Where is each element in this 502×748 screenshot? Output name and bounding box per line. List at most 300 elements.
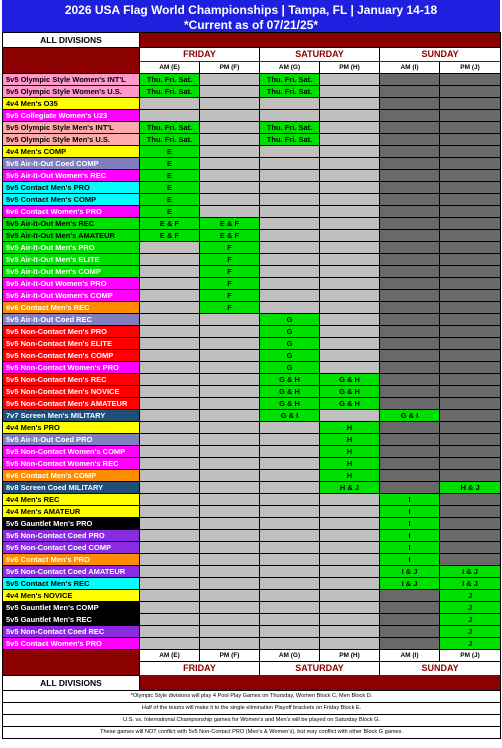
schedule-cell	[260, 614, 320, 626]
division-name: 5v5 Contact Men's PRO	[3, 182, 140, 194]
division-name: 6v6 Contact Men's REC	[3, 302, 140, 314]
schedule-cell	[380, 350, 440, 362]
schedule-cell	[380, 134, 440, 146]
schedule-cell	[440, 86, 501, 98]
schedule-cell: I & J	[380, 566, 440, 578]
schedule-cell	[380, 194, 440, 206]
all-divisions-label: ALL DIVISIONS	[3, 33, 140, 48]
table-row	[3, 302, 501, 314]
schedule-cell	[380, 374, 440, 386]
schedule-cell	[440, 206, 501, 218]
schedule-cell	[440, 182, 501, 194]
division-name: 5v5 Non-Contact Coed PRO	[3, 530, 140, 542]
schedule-cell	[140, 482, 200, 494]
table-row	[3, 506, 501, 518]
division-name: 4v4 Men's O35	[3, 98, 140, 110]
table-row	[3, 614, 501, 626]
schedule-cell	[320, 410, 380, 422]
schedule-cell	[200, 314, 260, 326]
division-name: 4v4 Men's COMP	[3, 146, 140, 158]
division-name: 5v5 Non-Contact Women's REC	[3, 458, 140, 470]
schedule-cell	[380, 122, 440, 134]
schedule-cell	[140, 530, 200, 542]
schedule-cell	[140, 302, 200, 314]
schedule-cell: G	[260, 326, 320, 338]
table-row	[3, 170, 501, 182]
schedule-cell	[140, 566, 200, 578]
schedule-cell	[380, 338, 440, 350]
schedule-cell	[200, 482, 260, 494]
schedule-cell	[140, 374, 200, 386]
schedule-cell	[320, 314, 380, 326]
schedule-cell: E & F	[140, 230, 200, 242]
schedule-cell	[320, 266, 380, 278]
schedule-cell	[200, 86, 260, 98]
division-name: 5v5 Non-Contact Women's PRO	[3, 362, 140, 374]
title-line-2: *Current as of 07/21/25*	[183, 18, 319, 32]
schedule-cell	[200, 434, 260, 446]
schedule-cell	[440, 350, 501, 362]
table-row	[3, 446, 501, 458]
division-name: 5v5 Air-It-Out Coed PRO	[3, 434, 140, 446]
schedule-cell	[440, 398, 501, 410]
schedule-cell	[380, 302, 440, 314]
schedule-cell	[380, 98, 440, 110]
schedule-cell	[380, 230, 440, 242]
schedule-cell	[380, 266, 440, 278]
division-name: 6v6 Contact Men's PRO	[3, 554, 140, 566]
schedule-cell	[200, 374, 260, 386]
schedule-cell	[380, 602, 440, 614]
table-row	[3, 314, 501, 326]
schedule-cell	[140, 602, 200, 614]
division-name: 5v5 Non-Contact Men's PRO	[3, 326, 140, 338]
header-bar	[140, 33, 501, 48]
schedule-cell	[200, 506, 260, 518]
schedule-cell	[260, 590, 320, 602]
slot-label: PM (F)	[200, 62, 260, 74]
division-name: 4v4 Men's REC	[3, 494, 140, 506]
schedule-cell: I	[380, 542, 440, 554]
schedule-cell: G & H	[320, 386, 380, 398]
schedule-cell: Thu. Fri. Sat.	[260, 86, 320, 98]
schedule-cell	[260, 542, 320, 554]
schedule-cell	[200, 626, 260, 638]
day-friday: FRIDAY	[140, 48, 260, 62]
schedule-cell: Thu. Fri. Sat.	[260, 74, 320, 86]
schedule-cell	[140, 542, 200, 554]
schedule-cell	[200, 206, 260, 218]
schedule-cell	[440, 446, 501, 458]
schedule-cell	[320, 230, 380, 242]
schedule-cell	[320, 530, 380, 542]
schedule-cell	[380, 590, 440, 602]
footnote: Half of the teams will make it to the single elimination Playoff brackets on Friday Block E.	[3, 703, 501, 715]
division-rows	[3, 74, 501, 650]
table-row	[3, 278, 501, 290]
schedule-cell	[380, 362, 440, 374]
table-row	[3, 182, 501, 194]
schedule-cell	[320, 194, 380, 206]
division-name: 4v4 Men's NOVICE	[3, 590, 140, 602]
schedule-cell: E	[140, 170, 200, 182]
schedule-cell	[200, 158, 260, 170]
table-row	[3, 254, 501, 266]
schedule-cell: I & J	[440, 566, 501, 578]
table-row	[3, 86, 501, 98]
schedule-cell	[440, 338, 501, 350]
schedule-cell	[200, 326, 260, 338]
schedule-cell	[260, 170, 320, 182]
table-row	[3, 494, 501, 506]
schedule-cell: I	[380, 554, 440, 566]
schedule-cell	[200, 614, 260, 626]
schedule-cell: I	[380, 506, 440, 518]
schedule-cell	[440, 410, 501, 422]
table-row	[3, 206, 501, 218]
schedule-cell	[200, 74, 260, 86]
schedule-cell	[200, 470, 260, 482]
division-name: 5v5 Air-It-Out Men's PRO	[3, 242, 140, 254]
schedule-cell	[200, 98, 260, 110]
schedule-cell	[440, 422, 501, 434]
schedule-cell: E & F	[200, 218, 260, 230]
schedule-cell: H	[320, 422, 380, 434]
schedule-cell: Thu. Fri. Sat.	[140, 74, 200, 86]
schedule-cell	[260, 446, 320, 458]
schedule-cell	[320, 590, 380, 602]
schedule-cell	[200, 122, 260, 134]
schedule-cell	[440, 290, 501, 302]
schedule-cell	[320, 506, 380, 518]
table-row	[3, 230, 501, 242]
schedule-cell: E & F	[140, 218, 200, 230]
header-bar	[140, 676, 501, 691]
schedule-cell	[260, 506, 320, 518]
division-name: 5v5 Non-Contact Men's REC	[3, 374, 140, 386]
schedule-cell	[260, 482, 320, 494]
division-name: 5v5 Contact Women's PRO	[3, 638, 140, 650]
schedule-cell	[260, 518, 320, 530]
schedule-cell	[440, 374, 501, 386]
schedule-cell: E & F	[200, 230, 260, 242]
schedule-cell: G & I	[260, 410, 320, 422]
title-banner	[2, 0, 500, 32]
schedule-cell	[260, 206, 320, 218]
schedule-cell: Thu. Fri. Sat.	[260, 122, 320, 134]
schedule-cell	[140, 314, 200, 326]
table-row	[3, 338, 501, 350]
schedule-cell	[320, 134, 380, 146]
table-row	[3, 158, 501, 170]
table-row	[3, 530, 501, 542]
table-row	[3, 350, 501, 362]
schedule-cell	[200, 170, 260, 182]
division-name: 5v5 Air-It-Out Men's AMATEUR	[3, 230, 140, 242]
schedule-cell	[380, 170, 440, 182]
division-name: 5v5 Air-It-Out Men's ELITE	[3, 254, 140, 266]
slot-label: PM (J)	[440, 650, 501, 662]
schedule-cell	[140, 614, 200, 626]
schedule-cell	[380, 626, 440, 638]
schedule-cell	[140, 290, 200, 302]
schedule-cell	[140, 506, 200, 518]
schedule-cell	[260, 458, 320, 470]
schedule-cell: F	[200, 266, 260, 278]
slot-label: AM (E)	[140, 62, 200, 74]
schedule-cell: F	[200, 290, 260, 302]
schedule-cell	[140, 254, 200, 266]
schedule-cell: J	[440, 638, 501, 650]
division-name: 5v5 Air-It-Out Men's COMP	[3, 266, 140, 278]
schedule-cell	[260, 638, 320, 650]
schedule-cell: G	[260, 350, 320, 362]
schedule-cell	[440, 146, 501, 158]
schedule-cell	[320, 206, 380, 218]
schedule-cell	[320, 290, 380, 302]
schedule-cell	[260, 566, 320, 578]
schedule-cell	[440, 542, 501, 554]
schedule-cell: G & H	[260, 398, 320, 410]
slot-label: AM (I)	[380, 62, 440, 74]
schedule-cell	[320, 638, 380, 650]
table-row	[3, 146, 501, 158]
table-row	[3, 242, 501, 254]
schedule-cell	[200, 542, 260, 554]
schedule-cell	[320, 578, 380, 590]
division-name: 4v4 Men's PRO	[3, 422, 140, 434]
schedule-cell	[140, 446, 200, 458]
schedule-cell	[140, 386, 200, 398]
schedule-cell	[260, 266, 320, 278]
schedule-cell	[320, 614, 380, 626]
table-row	[3, 434, 501, 446]
schedule-cell	[200, 110, 260, 122]
schedule-cell	[320, 338, 380, 350]
schedule-cell	[440, 314, 501, 326]
division-name: 5v5 Non-Contact Men's AMATEUR	[3, 398, 140, 410]
schedule-cell	[260, 626, 320, 638]
division-name: 8v8 Screen Coed MILITARY	[3, 482, 140, 494]
schedule-cell: H	[320, 470, 380, 482]
schedule-cell	[320, 182, 380, 194]
table-row	[3, 218, 501, 230]
schedule-cell	[380, 398, 440, 410]
slot-label: AM (E)	[140, 650, 200, 662]
division-name: 5v5 Air-It-Out Coed COMP	[3, 158, 140, 170]
slot-label: AM (G)	[260, 62, 320, 74]
schedule-cell: H	[320, 446, 380, 458]
day-sunday: SUNDAY	[380, 662, 501, 676]
slot-label: AM (G)	[260, 650, 320, 662]
schedule-cell	[200, 146, 260, 158]
schedule-cell: Thu. Fri. Sat.	[260, 134, 320, 146]
division-name: 5v5 Non-Contact Coed REC	[3, 626, 140, 638]
table-row	[3, 590, 501, 602]
schedule-cell: I	[380, 494, 440, 506]
division-name: 5v5 Gauntlet Men's PRO	[3, 518, 140, 530]
schedule-cell	[440, 326, 501, 338]
schedule-cell	[440, 506, 501, 518]
schedule-cell	[200, 494, 260, 506]
schedule-cell	[320, 146, 380, 158]
schedule-cell	[380, 422, 440, 434]
schedule-cell	[140, 326, 200, 338]
schedule-cell	[440, 518, 501, 530]
schedule-cell: H & J	[440, 482, 501, 494]
table-row	[3, 374, 501, 386]
schedule-cell	[140, 590, 200, 602]
schedule-cell	[260, 470, 320, 482]
schedule-cell	[200, 518, 260, 530]
schedule-cell	[440, 362, 501, 374]
schedule-cell	[200, 362, 260, 374]
schedule-cell: H	[320, 458, 380, 470]
table-row	[3, 362, 501, 374]
schedule-cell	[200, 446, 260, 458]
top-header	[3, 33, 501, 74]
schedule-cell	[140, 434, 200, 446]
schedule-cell: G	[260, 362, 320, 374]
schedule-cell	[140, 350, 200, 362]
division-name: 5v5 Air-It-Out Women's COMP	[3, 290, 140, 302]
division-name: 5v5 Air-It-Out Men's REC	[3, 218, 140, 230]
schedule-cell: E	[140, 146, 200, 158]
schedule-cell	[440, 218, 501, 230]
day-saturday: SATURDAY	[260, 662, 380, 676]
schedule-cell: G & H	[260, 386, 320, 398]
slot-label: AM (I)	[380, 650, 440, 662]
schedule-cell	[320, 350, 380, 362]
table-row	[3, 98, 501, 110]
schedule-cell	[260, 554, 320, 566]
schedule-cell	[320, 86, 380, 98]
schedule-cell	[440, 494, 501, 506]
division-name: 5v5 Olympic Style Women's U.S.	[3, 86, 140, 98]
schedule-cell	[440, 470, 501, 482]
schedule-cell	[140, 494, 200, 506]
schedule-cell	[140, 242, 200, 254]
schedule-cell: H & J	[320, 482, 380, 494]
schedule-cell	[380, 290, 440, 302]
schedule-cell	[320, 254, 380, 266]
schedule-cell	[140, 626, 200, 638]
schedule-cell	[380, 446, 440, 458]
schedule-cell	[320, 518, 380, 530]
schedule-cell	[140, 518, 200, 530]
schedule-cell	[260, 278, 320, 290]
schedule-cell	[200, 194, 260, 206]
table-row	[3, 470, 501, 482]
schedule-cell	[320, 218, 380, 230]
schedule-cell	[320, 554, 380, 566]
slot-label: PM (F)	[200, 650, 260, 662]
schedule-cell	[320, 158, 380, 170]
schedule-cell	[320, 302, 380, 314]
schedule-cell	[380, 638, 440, 650]
schedule-cell	[440, 434, 501, 446]
schedule-cell	[140, 638, 200, 650]
schedule-cell	[440, 302, 501, 314]
schedule-cell	[380, 470, 440, 482]
division-name: 6v6 Contact Men's COMP	[3, 470, 140, 482]
division-name: 5v5 Olympic Style Men's U.S.	[3, 134, 140, 146]
schedule-cell	[380, 242, 440, 254]
division-name: 5v5 Non-Contact Coed AMATEUR	[3, 566, 140, 578]
schedule-cell	[380, 74, 440, 86]
table-row	[3, 134, 501, 146]
schedule-cell: J	[440, 626, 501, 638]
schedule-cell	[260, 182, 320, 194]
schedule-cell	[140, 398, 200, 410]
footnote: These games will NOT conflict with 5v5 Non-Contact PRO (Men's & Women's), but may conflict with other Block G games.	[3, 727, 501, 739]
schedule-cell: Thu. Fri. Sat.	[140, 86, 200, 98]
division-name: 5v5 Contact Men's REC	[3, 578, 140, 590]
schedule-cell: J	[440, 590, 501, 602]
table-row	[3, 110, 501, 122]
schedule-cell	[140, 98, 200, 110]
schedule-cell	[380, 458, 440, 470]
schedule-cell	[260, 146, 320, 158]
schedule-cell: Thu. Fri. Sat.	[140, 122, 200, 134]
schedule-cell	[260, 254, 320, 266]
table-row	[3, 74, 501, 86]
schedule-cell: H	[320, 434, 380, 446]
division-name: 5v5 Olympic Style Women's INT'L	[3, 74, 140, 86]
schedule-cell	[260, 230, 320, 242]
division-name: 5v5 Collegiate Women's U23	[3, 110, 140, 122]
schedule-cell	[320, 362, 380, 374]
schedule-cell	[380, 614, 440, 626]
schedule-cell	[260, 494, 320, 506]
schedule-cell	[200, 530, 260, 542]
schedule-cell	[200, 578, 260, 590]
schedule-cell	[260, 434, 320, 446]
schedule-cell	[380, 86, 440, 98]
table-row	[3, 554, 501, 566]
schedule-cell	[440, 110, 501, 122]
schedule-cell	[320, 626, 380, 638]
schedule-cell	[440, 122, 501, 134]
all-divisions-label: ALL DIVISIONS	[3, 676, 140, 691]
schedule-cell	[440, 554, 501, 566]
schedule-cell	[380, 254, 440, 266]
table-row	[3, 266, 501, 278]
schedule-cell	[440, 74, 501, 86]
schedule-cell	[260, 422, 320, 434]
schedule-cell	[260, 290, 320, 302]
schedule-cell: J	[440, 614, 501, 626]
schedule-cell	[440, 386, 501, 398]
division-name: 5v5 Non-Contact Coed COMP	[3, 542, 140, 554]
schedule-cell	[200, 410, 260, 422]
table-row	[3, 326, 501, 338]
schedule-cell	[380, 314, 440, 326]
table-row	[3, 566, 501, 578]
schedule-cell	[380, 146, 440, 158]
schedule-cell	[140, 110, 200, 122]
table-row	[3, 482, 501, 494]
schedule-cell: E	[140, 194, 200, 206]
schedule-cell	[260, 110, 320, 122]
schedule-cell	[380, 206, 440, 218]
schedule-cell	[260, 578, 320, 590]
schedule-cell	[380, 182, 440, 194]
schedule-cell	[380, 110, 440, 122]
schedule-cell	[200, 182, 260, 194]
schedule-cell	[200, 554, 260, 566]
table-row	[3, 602, 501, 614]
